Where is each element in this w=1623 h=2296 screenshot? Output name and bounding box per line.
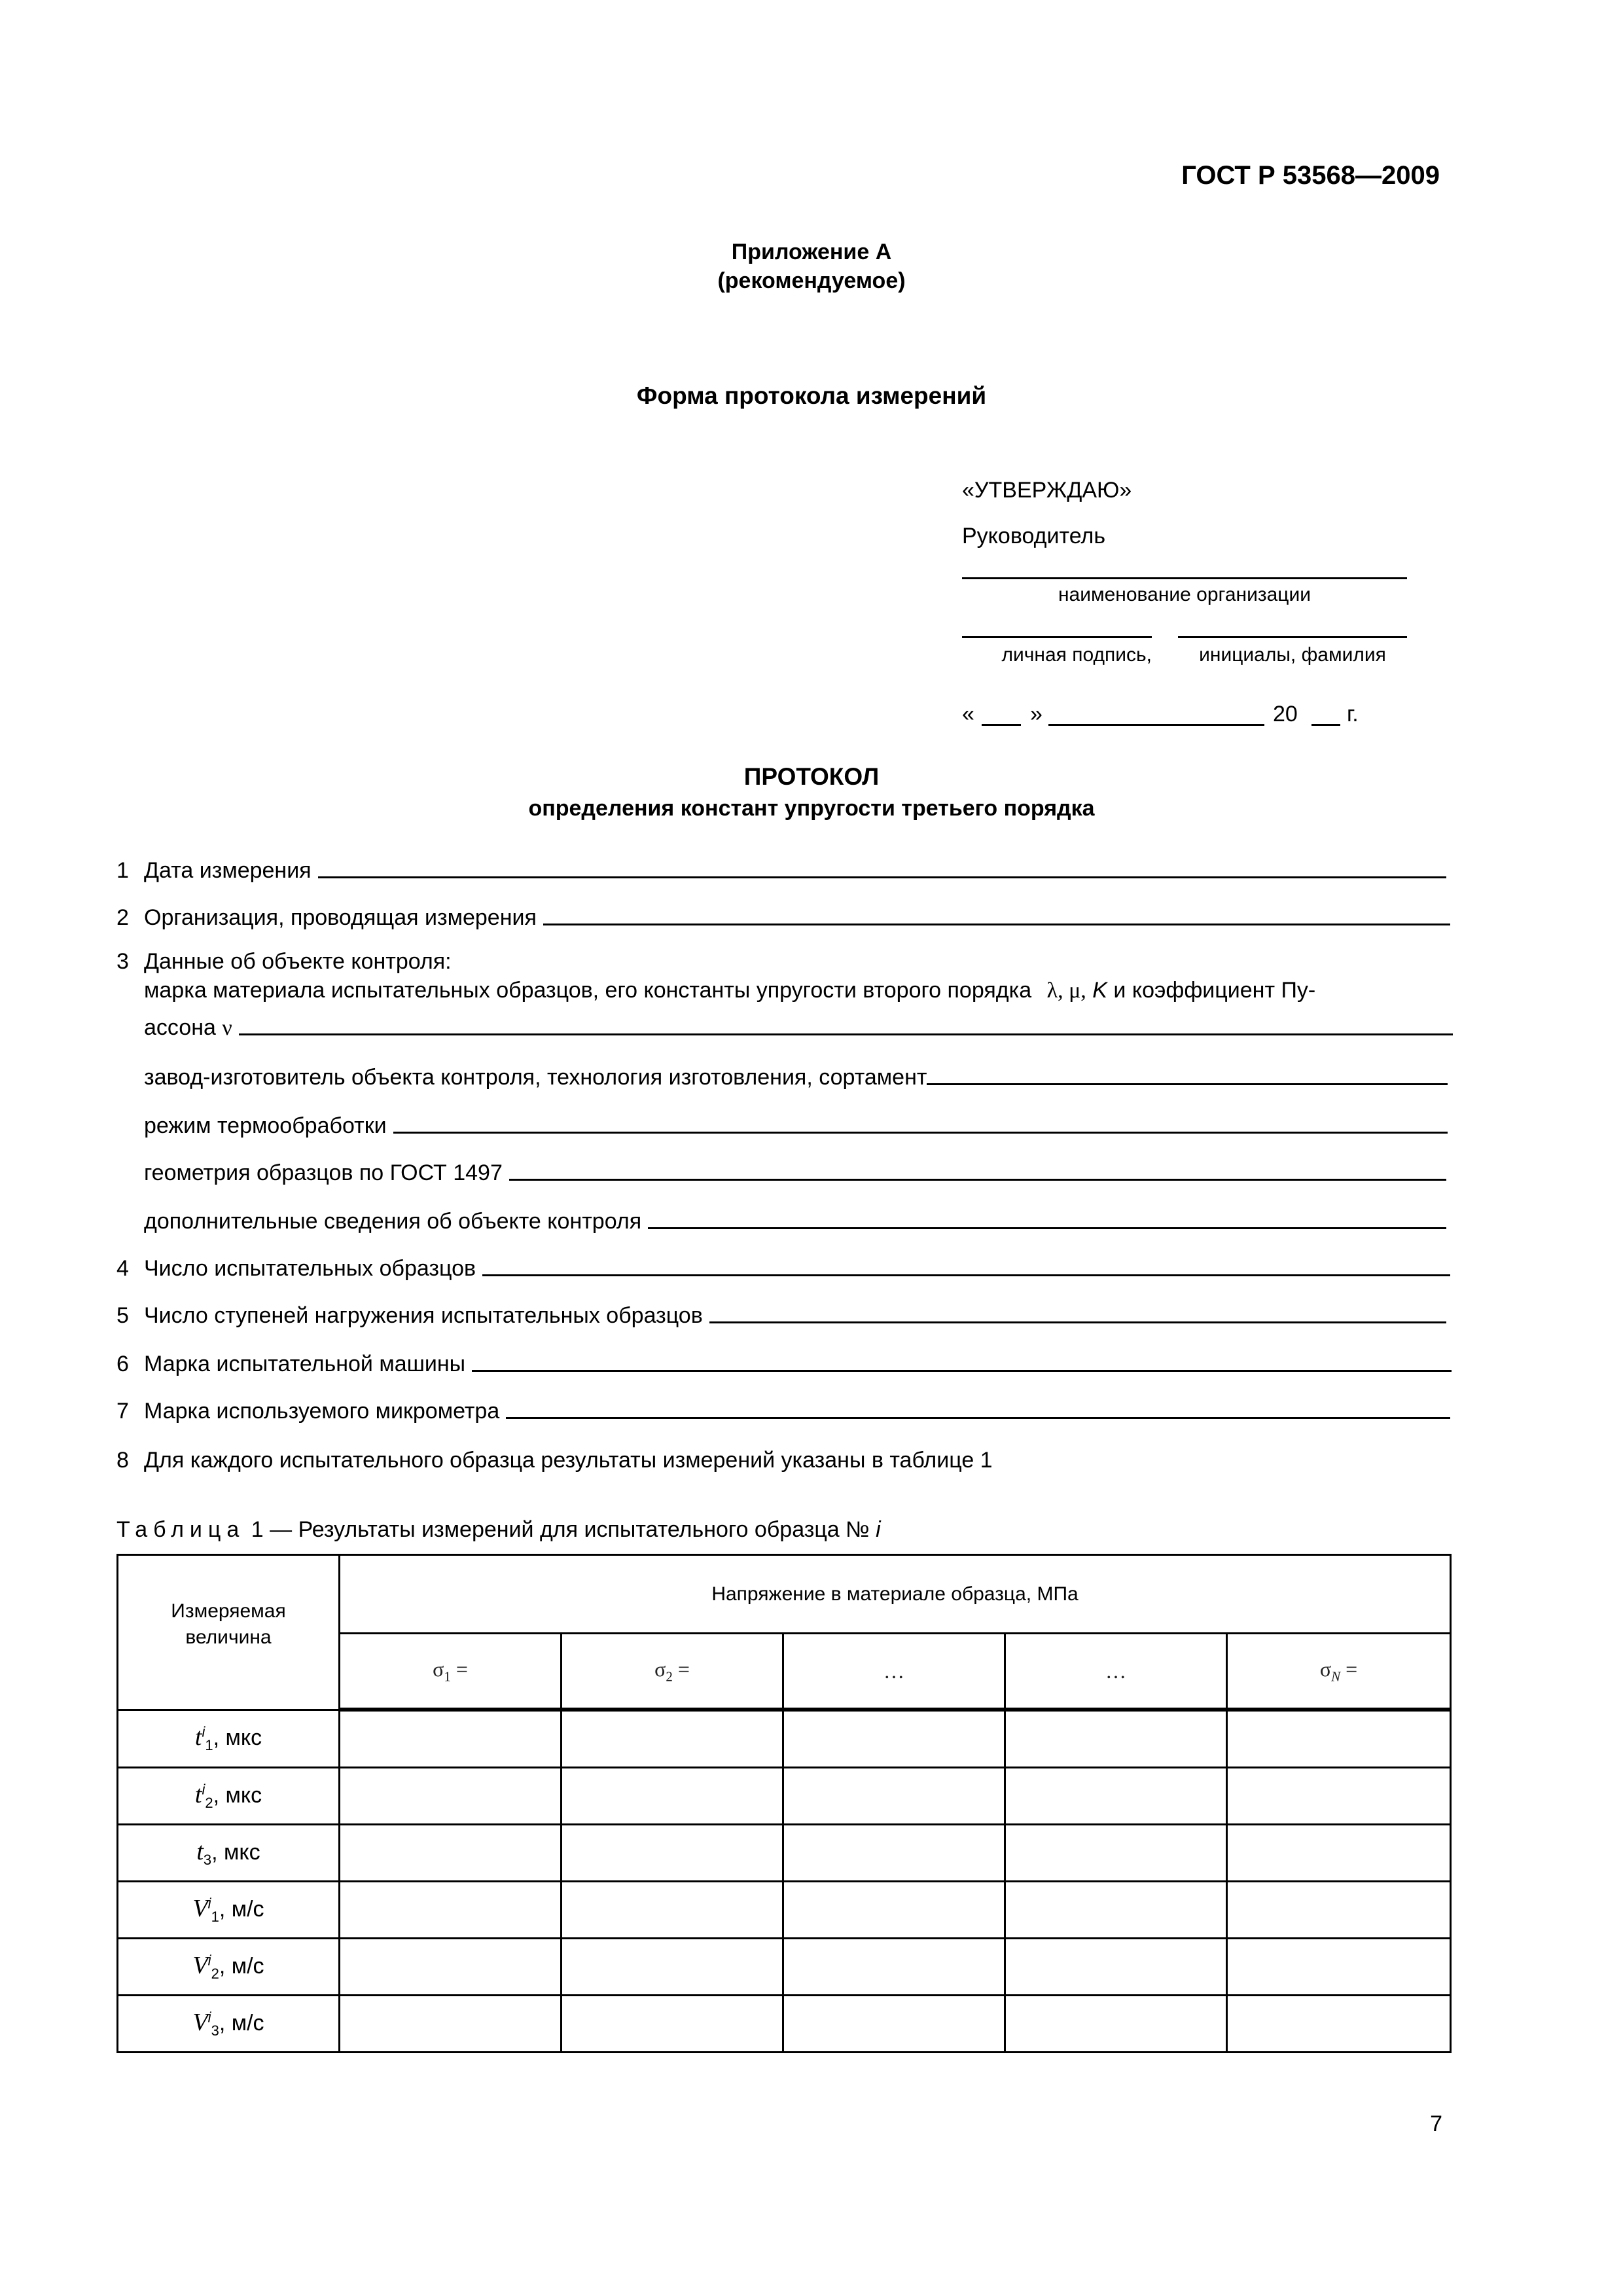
- fill-line[interactable]: [927, 1083, 1448, 1085]
- item-test-machine: [116, 1346, 1452, 1377]
- table-row: [118, 1996, 1451, 2053]
- table-row: [118, 1768, 1451, 1825]
- quantity-sub: 3: [211, 2022, 219, 2039]
- fill-line[interactable]: [482, 1274, 1450, 1276]
- column-header-ellipsis-1: [783, 1634, 1005, 1710]
- date-year-line[interactable]: [1311, 724, 1340, 726]
- item-number: 5: [116, 1303, 129, 1328]
- value-cell[interactable]: [340, 1768, 562, 1825]
- item-number: 1: [116, 858, 129, 883]
- quantity-sub: 2: [211, 1965, 219, 1982]
- quantity-unit: , мкс: [213, 1725, 262, 1751]
- item-load-steps: [116, 1297, 1446, 1329]
- approval-label: «УТВЕРЖДАЮ»: [962, 478, 1132, 503]
- poisson-text: ассона: [144, 1015, 216, 1040]
- item-organization: [116, 899, 1450, 931]
- sigma-index: 1: [444, 1668, 451, 1685]
- equals-sign: =: [677, 1657, 690, 1681]
- quantity-sup: i: [207, 2009, 211, 2026]
- sigma-index: 2: [666, 1668, 673, 1685]
- value-cell[interactable]: [1005, 1710, 1227, 1768]
- quantity-sub: 1: [211, 1908, 219, 1925]
- value-cell[interactable]: [783, 1996, 1005, 2053]
- quantity-sup: i: [202, 1724, 205, 1741]
- form-title: Форма протокола измерений: [636, 382, 987, 409]
- quantity-symbol: t: [194, 1723, 202, 1751]
- date-day-line[interactable]: [982, 724, 1021, 726]
- signature-line[interactable]: [962, 636, 1152, 638]
- fill-line[interactable]: [472, 1370, 1452, 1372]
- equals-sign: =: [455, 1657, 468, 1681]
- item-micrometer: [116, 1393, 1450, 1424]
- value-cell[interactable]: [783, 1710, 1005, 1768]
- item-number: 4: [116, 1256, 129, 1281]
- item-label: Число испытательных образцов: [144, 1256, 476, 1281]
- item-material-grade: [144, 1009, 1453, 1041]
- name-caption: инициалы, фамилия: [1199, 644, 1386, 666]
- date-year-suffix: г.: [1347, 702, 1359, 726]
- value-cell[interactable]: [1005, 1825, 1227, 1882]
- quantity-cell: [118, 1996, 340, 2053]
- fill-line[interactable]: [648, 1227, 1446, 1229]
- date-quote-open: «: [962, 702, 974, 726]
- table-caption: [116, 1517, 881, 1543]
- quantity-symbol: V: [192, 1895, 208, 1923]
- table-caption-text: 1 — Результаты измерений для испытательного образца №: [251, 1517, 870, 1542]
- value-cell[interactable]: [562, 1882, 783, 1939]
- page-number: 7: [1430, 2111, 1442, 2136]
- name-line[interactable]: [1178, 636, 1407, 638]
- material-line-text: [144, 978, 1315, 1003]
- column-header-sigma-1: [340, 1634, 562, 1710]
- value-cell[interactable]: [562, 1768, 783, 1825]
- ellipsis: …: [1105, 1659, 1126, 1683]
- value-cell[interactable]: [1005, 1768, 1227, 1825]
- fill-line[interactable]: [509, 1179, 1446, 1181]
- item-label: Дата измерения: [144, 858, 312, 883]
- item-label: завод-изготовитель объекта контроля, технология изготовления, сортамент: [144, 1065, 927, 1090]
- value-cell[interactable]: [783, 1768, 1005, 1825]
- results-table: [116, 1554, 1452, 2053]
- row-header-cell: [118, 1555, 340, 1710]
- quantity-sub: 1: [205, 1737, 213, 1754]
- item-label: режим термообработки: [144, 1113, 387, 1138]
- row-header-line1: Измеряемая: [171, 1600, 286, 1622]
- item-label: Марка используемого микрометра: [144, 1399, 500, 1424]
- item-number: 6: [116, 1352, 129, 1376]
- protocol-subtitle: определения констант упругости третьего порядка: [528, 796, 1095, 821]
- sigma-symbol: σ: [654, 1657, 666, 1681]
- lame-symbols: λ, μ,: [1046, 978, 1086, 1003]
- quantity-cell: [118, 1939, 340, 1996]
- quantity-cell: [118, 1882, 340, 1939]
- quantity-cell: [118, 1825, 340, 1882]
- value-cell[interactable]: [340, 1882, 562, 1939]
- appendix-title: Приложение А: [731, 240, 892, 264]
- quantity-unit: , м/с: [219, 1954, 264, 1979]
- item-additional-info: [144, 1203, 1446, 1234]
- appendix-status: (рекомендуемое): [717, 268, 906, 293]
- signature-caption: личная подпись,: [1001, 644, 1152, 666]
- table-caption-index: i: [876, 1517, 881, 1542]
- value-cell[interactable]: [340, 1710, 562, 1768]
- value-cell[interactable]: [562, 1996, 783, 2053]
- date-year-prefix: 20: [1273, 702, 1298, 726]
- sigma-symbol: σ: [1319, 1657, 1332, 1681]
- date-month-line[interactable]: [1048, 724, 1264, 726]
- quantity-symbol: V: [192, 2009, 208, 2037]
- fill-line[interactable]: [709, 1321, 1446, 1323]
- value-cell[interactable]: [783, 1882, 1005, 1939]
- value-cell[interactable]: [562, 1710, 783, 1768]
- quantity-sub: 3: [203, 1851, 212, 1868]
- value-cell[interactable]: [1005, 1996, 1227, 2053]
- protocol-title: ПРОТОКОЛ: [743, 763, 880, 790]
- quantity-cell: [118, 1710, 340, 1768]
- quantity-sup: i: [202, 1781, 205, 1798]
- value-cell[interactable]: [1227, 1882, 1451, 1939]
- quantity-unit: , м/с: [219, 1897, 264, 1922]
- item-number: 2: [116, 905, 129, 930]
- value-cell[interactable]: [340, 1996, 562, 2053]
- quantity-symbol: t: [194, 1781, 202, 1809]
- item-specimen-count: [116, 1250, 1450, 1282]
- column-header-ellipsis-2: [1005, 1634, 1227, 1710]
- table-row: [118, 1710, 1451, 1768]
- value-cell[interactable]: [1005, 1939, 1227, 1996]
- quantity-unit: , м/с: [219, 2011, 264, 2036]
- item-geometry: [144, 1155, 1446, 1186]
- bulk-modulus-symbol: K: [1092, 978, 1107, 1003]
- fill-line[interactable]: [506, 1417, 1450, 1419]
- equals-sign: =: [1346, 1657, 1358, 1681]
- item-label: геометрия образцов по ГОСТ 1497: [144, 1160, 503, 1185]
- quantity-sub: 2: [205, 1794, 213, 1811]
- value-cell[interactable]: [1227, 1939, 1451, 1996]
- item-label: Число ступеней нагружения испытательных образцов: [144, 1303, 703, 1328]
- material-line-end: и коэффициент Пу-: [1113, 978, 1316, 1003]
- group-header-cell: Напряжение в материале образца, МПа: [340, 1555, 1451, 1634]
- item-heat-treatment: [144, 1107, 1448, 1139]
- value-cell[interactable]: [340, 1825, 562, 1882]
- quantity-unit: , мкс: [211, 1840, 260, 1865]
- item-measurement-date: [116, 852, 1446, 884]
- value-cell[interactable]: [1227, 1996, 1451, 2053]
- table-caption-label: Таблица: [116, 1517, 245, 1542]
- value-cell[interactable]: [562, 1825, 783, 1882]
- column-header-sigma-2: [562, 1634, 783, 1710]
- quantity-symbol: V: [192, 1952, 208, 1980]
- item-3-number: 3: [116, 949, 129, 974]
- item-manufacturer: [144, 1059, 1448, 1090]
- sigma-index: N: [1331, 1668, 1341, 1685]
- row-header-line2: величина: [185, 1626, 272, 1648]
- value-cell[interactable]: [1227, 1825, 1451, 1882]
- value-cell[interactable]: [1227, 1710, 1451, 1768]
- fill-line[interactable]: [543, 924, 1450, 925]
- fill-line[interactable]: [239, 1033, 1453, 1035]
- date-quote-close: »: [1030, 702, 1043, 726]
- item-label: [144, 1015, 239, 1041]
- org-name-caption: наименование организации: [1058, 584, 1311, 605]
- item-label: Марка испытательной машины: [144, 1352, 466, 1376]
- value-cell[interactable]: [783, 1825, 1005, 1882]
- material-line-prefix: марка материала испытательных образцов, его константы упругости второго порядка: [144, 978, 1032, 1003]
- quantity-unit: , мкс: [213, 1783, 262, 1808]
- item-number: 7: [116, 1399, 129, 1424]
- table-row: [118, 1825, 1451, 1882]
- value-cell[interactable]: [1227, 1768, 1451, 1825]
- quantity-symbol: t: [196, 1838, 204, 1866]
- value-cell[interactable]: [783, 1939, 1005, 1996]
- approval-head: Руководитель: [962, 524, 1106, 548]
- item-8-number: 8: [116, 1448, 129, 1473]
- sigma-symbol: σ: [433, 1657, 444, 1681]
- column-header-sigma-n: [1227, 1634, 1451, 1710]
- item-label: дополнительные сведения об объекте контроля: [144, 1209, 642, 1234]
- fill-line[interactable]: [318, 876, 1446, 878]
- org-name-line[interactable]: [962, 577, 1407, 579]
- quantity-sup: i: [207, 1895, 211, 1912]
- fill-line[interactable]: [393, 1132, 1448, 1134]
- value-cell[interactable]: [1005, 1882, 1227, 1939]
- value-cell[interactable]: [562, 1939, 783, 1996]
- item-label: Организация, проводящая измерения: [144, 905, 537, 930]
- item-8-text: Для каждого испытательного образца результаты измерений указаны в таблице 1: [144, 1448, 993, 1473]
- item-3-label: Данные об объекте контроля:: [144, 949, 452, 974]
- table-row: [118, 1882, 1451, 1939]
- quantity-sup: i: [207, 1952, 211, 1969]
- quantity-cell: [118, 1768, 340, 1825]
- ellipsis: …: [883, 1659, 904, 1683]
- value-cell[interactable]: [340, 1939, 562, 1996]
- table-row: [118, 1939, 1451, 1996]
- poisson-symbol: ν: [222, 1016, 232, 1040]
- standard-number: ГОСТ Р 53568—2009: [1181, 161, 1440, 190]
